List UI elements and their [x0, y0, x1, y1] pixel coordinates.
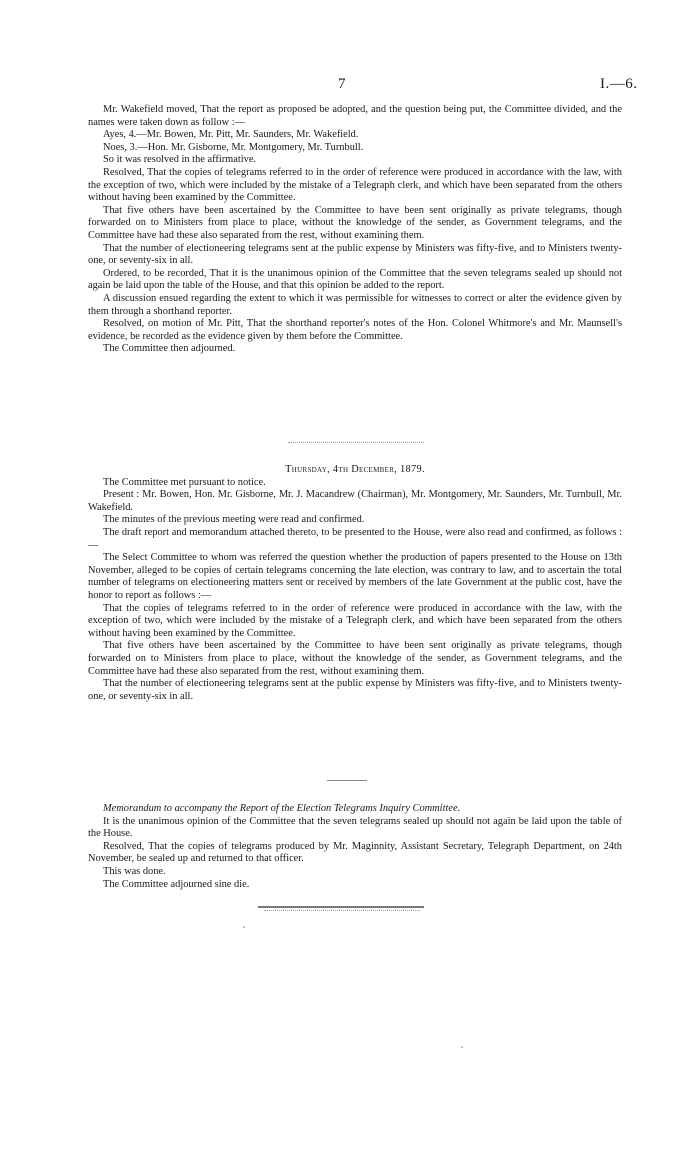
paragraph: The Committee adjourned sine die.: [103, 878, 250, 890]
meeting-date-heading: Thursday, 4th December, 1879.: [285, 464, 425, 475]
paper-reference: I.—6.: [600, 76, 638, 92]
present-line: Present : Mr. Bowen, Hon. Mr. Gisborne, Mr. J. Macandrew (Chairman), Mr. Montgomery, Mr. Saunders, Mr. Turnbull, Mr. Wakefield.: [88, 489, 622, 513]
end-rule-shadow: [264, 910, 420, 911]
paper-speck: [461, 1046, 463, 1048]
ayes-line: Ayes, 4.—Mr. Bowen, Mr. Pitt, Mr. Saunders, Mr. Wakefield.: [103, 129, 359, 141]
paragraph: The Select Committee to whom was referred the question whether the production of papers presented to the House on 13th November, alleged to be copies of certain telegrams concerning the late election, was contrary to law, and to ascertain the total number of telegrams on electioneering matters sent or received by members of the late Government at the public cost, have the honor to report as follows :—: [88, 552, 622, 601]
paragraph: That the number of electioneering telegrams sent at the public expense by Ministers was fifty-five, and to Ministers twenty-one, or seventy-six in all.: [88, 242, 622, 267]
memorandum: [88, 803, 622, 891]
noes-line: Noes, 3.—Hon. Mr. Gisborne, Mr. Montgomery, Mr. Turnbull.: [103, 141, 364, 153]
paragraph: Ordered, to be recorded, That it is the unanimous opinion of the Committee that the seven telegrams sealed up should not again be laid upon the table of the House, and that this opinion be added to the report.: [88, 267, 622, 292]
paragraph: So it was resolved in the affirmative.: [103, 154, 257, 166]
paper-speck: [243, 926, 245, 928]
section-divider: [288, 442, 424, 443]
paragraph: The Committee met pursuant to notice.: [103, 476, 266, 488]
paragraph: Mr. Wakefield moved, That the report as proposed be adopted, and the question being put, the Committee divided, and the names were taken down as follow :—: [88, 104, 622, 128]
paragraph: It is the unanimous opinion of the Committee that the seven telegrams sealed up should not again be laid upon the table of the House.: [88, 815, 622, 840]
memorandum-title: Memorandum to accompany the Report of the Election Telegrams Inquiry Committee.: [103, 803, 461, 814]
paragraph: That the number of electioneering telegrams sent at the public expense by Ministers was fifty-five, and to Ministers twenty-one, or seventy-six in all.: [88, 678, 622, 702]
minutes-previous-meeting: [88, 104, 622, 356]
paragraph: Resolved, on motion of Mr. Pitt, That the shorthand reporter's notes of the Hon. Colonel Whitmore's and Mr. Maunsell's evidence, be recorded as the evidence given by them before the Committee.: [88, 318, 622, 342]
paragraph: A discussion ensued regarding the extent to which it was permissible for witnesses to correct or alter the evidence given by them through a shorthand reporter.: [88, 292, 622, 317]
paragraph: The minutes of the previous meeting were read and confirmed.: [103, 514, 365, 526]
page-header: [0, 78, 700, 96]
paragraph: That five others have been ascertained by the Committee to have been sent originally as private telegrams, though forwarded on to Ministers from place to place, without the knowledge of the sender, as Government telegrams, and the Committee have had these also separated from the rest, without examining them.: [88, 204, 622, 241]
paragraph: The draft report and memorandum attached thereto, to be presented to the House, were also read and confirmed, as follows :—: [88, 526, 622, 551]
paragraph: This was done.: [103, 865, 166, 877]
page-number: 7: [338, 76, 346, 92]
short-rule: [327, 780, 367, 781]
paragraph: That five others have been ascertained by the Committee to have been sent originally as private telegrams, though forwarded on to Ministers from place to place, without the knowledge of the sender, as Government telegrams, and the Committee have had these also separated from the rest, without examining them.: [88, 640, 622, 677]
paragraph: That the copies of telegrams referred to in the order of reference were produced in accordance with the law, with the exception of two, which were included by the mistake of a Telegraph clerk, and which have been separated from the others without having been examined by the Committee.: [88, 602, 622, 639]
paragraph: The Committee then adjourned.: [103, 343, 236, 355]
paragraph: Resolved, That the copies of telegrams produced by Mr. Maginnity, Assistant Secretary, Telegraph Department, on 24th November, be sealed up and returned to that officer.: [88, 840, 622, 865]
end-rule: [258, 906, 424, 908]
paragraph: Resolved, That the copies of telegrams referred to in the order of reference were produced in accordance with the law, with the exception of two, which were included by the mistake of a Telegraph clerk, and which have been separated from the others without having been examined by the Committee.: [88, 166, 622, 204]
minutes-thursday-meeting: [88, 464, 622, 703]
